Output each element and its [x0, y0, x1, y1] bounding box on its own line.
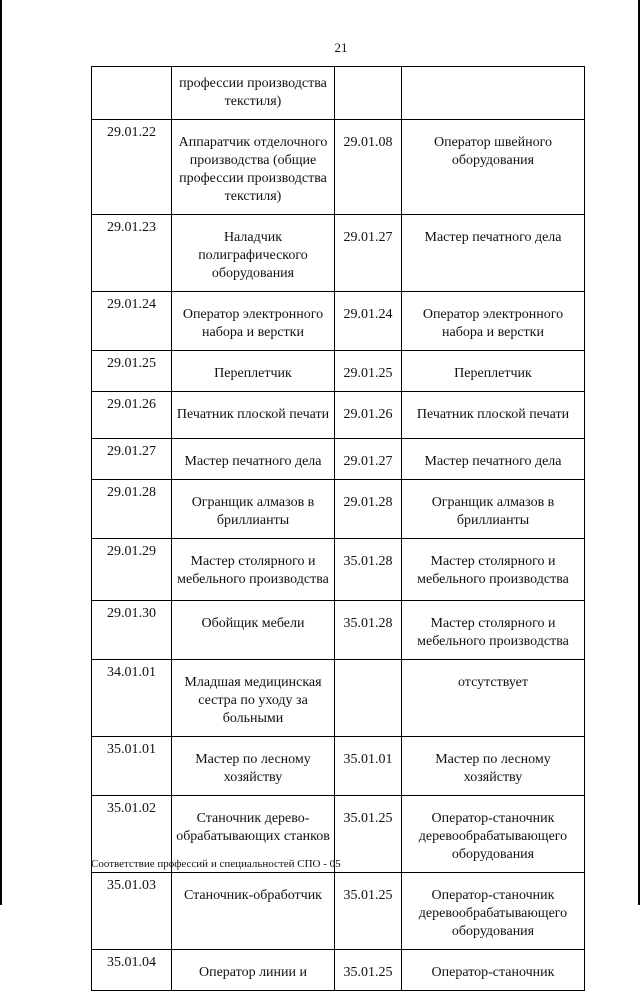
new-profession-name: Мастер печатного дела: [402, 215, 585, 292]
table-row: [92, 215, 585, 292]
new-profession-name: Переплетчик: [402, 351, 585, 392]
professions-table-body: [92, 67, 585, 991]
old-profession-code: [92, 67, 172, 120]
new-profession-name: Оператор швейного оборудования: [402, 120, 585, 215]
new-profession-code: [335, 67, 402, 120]
old-profession-code: 29.01.24: [92, 292, 172, 351]
new-profession-name: Огранщик алмазов в бриллианты: [402, 480, 585, 539]
table-row: [92, 351, 585, 392]
table-row: [92, 480, 585, 539]
old-profession-name: Младшая медицинская сестра по уходу за больными: [172, 660, 335, 737]
new-profession-code: 29.01.25: [335, 351, 402, 392]
table-row: [92, 120, 585, 215]
new-profession-code: 29.01.24: [335, 292, 402, 351]
new-profession-code: 29.01.28: [335, 480, 402, 539]
old-profession-name: Станочник дерево-обрабатывающих станков: [172, 796, 335, 873]
new-profession-name: Мастер столярного и мебельного производства: [402, 539, 585, 601]
table-row: [92, 292, 585, 351]
table-row: [92, 601, 585, 660]
page-left-edge: [0, 0, 2, 905]
professions-table: [91, 66, 585, 991]
old-profession-code: 35.01.01: [92, 737, 172, 796]
new-profession-name: Оператор-станочник деревообрабатывающего оборудования: [402, 796, 585, 873]
old-profession-name: Оператор линии и: [172, 950, 335, 991]
table-row: [92, 950, 585, 991]
new-profession-code: 35.01.25: [335, 873, 402, 950]
old-profession-name: Печатник плоской печати: [172, 392, 335, 439]
table-row: [92, 392, 585, 439]
old-profession-code: 29.01.30: [92, 601, 172, 660]
new-profession-name: [402, 67, 585, 120]
new-profession-code: [335, 660, 402, 737]
new-profession-name: Мастер по лесному хозяйству: [402, 737, 585, 796]
old-profession-code: 35.01.03: [92, 873, 172, 950]
page-number: 21: [334, 40, 348, 55]
new-profession-name: отсутствует: [402, 660, 585, 737]
new-profession-code: 29.01.26: [335, 392, 402, 439]
old-profession-code: 29.01.22: [92, 120, 172, 215]
new-profession-name: Оператор-станочник: [402, 950, 585, 991]
old-profession-name: Мастер печатного дела: [172, 439, 335, 480]
new-profession-code: 29.01.08: [335, 120, 402, 215]
old-profession-code: 35.01.04: [92, 950, 172, 991]
new-profession-code: 35.01.25: [335, 950, 402, 991]
new-profession-code: 35.01.25: [335, 796, 402, 873]
old-profession-code: 29.01.25: [92, 351, 172, 392]
old-profession-code: 29.01.26: [92, 392, 172, 439]
old-profession-name: Оператор электронного набора и верстки: [172, 292, 335, 351]
new-profession-code: 35.01.28: [335, 601, 402, 660]
new-profession-name: Печатник плоской печати: [402, 392, 585, 439]
table-row: [92, 737, 585, 796]
old-profession-name: Мастер столярного и мебельного производства: [172, 539, 335, 601]
old-profession-name: Станочник-обработчик: [172, 873, 335, 950]
table-row: [92, 439, 585, 480]
old-profession-name: Наладчик полиграфического оборудования: [172, 215, 335, 292]
table-row: [92, 67, 585, 120]
new-profession-name: Мастер столярного и мебельного производства: [402, 601, 585, 660]
old-profession-name: Аппаратчик отделочного производства (общие профессии производства текстиля): [172, 120, 335, 215]
document-footer: Соответствие профессий и специальностей СПО - 05: [91, 858, 341, 870]
table-row: [92, 539, 585, 601]
old-profession-name: Мастер по лесному хозяйству: [172, 737, 335, 796]
new-profession-name: Оператор электронного набора и верстки: [402, 292, 585, 351]
new-profession-code: 29.01.27: [335, 215, 402, 292]
table-row: [92, 660, 585, 737]
new-profession-code: 35.01.28: [335, 539, 402, 601]
old-profession-code: 29.01.29: [92, 539, 172, 601]
old-profession-code: 29.01.28: [92, 480, 172, 539]
old-profession-name: Переплетчик: [172, 351, 335, 392]
old-profession-code: 29.01.23: [92, 215, 172, 292]
old-profession-name: Обойщик мебели: [172, 601, 335, 660]
old-profession-name: профессии производства текстиля): [172, 67, 335, 120]
new-profession-code: 35.01.01: [335, 737, 402, 796]
new-profession-name: Мастер печатного дела: [402, 439, 585, 480]
old-profession-code: 29.01.27: [92, 439, 172, 480]
new-profession-code: 29.01.27: [335, 439, 402, 480]
old-profession-code: 34.01.01: [92, 660, 172, 737]
old-profession-name: Огранщик алмазов в бриллианты: [172, 480, 335, 539]
table-row: [92, 873, 585, 950]
old-profession-code: 35.01.02: [92, 796, 172, 873]
new-profession-name: Оператор-станочник деревообрабатывающего оборудования: [402, 873, 585, 950]
